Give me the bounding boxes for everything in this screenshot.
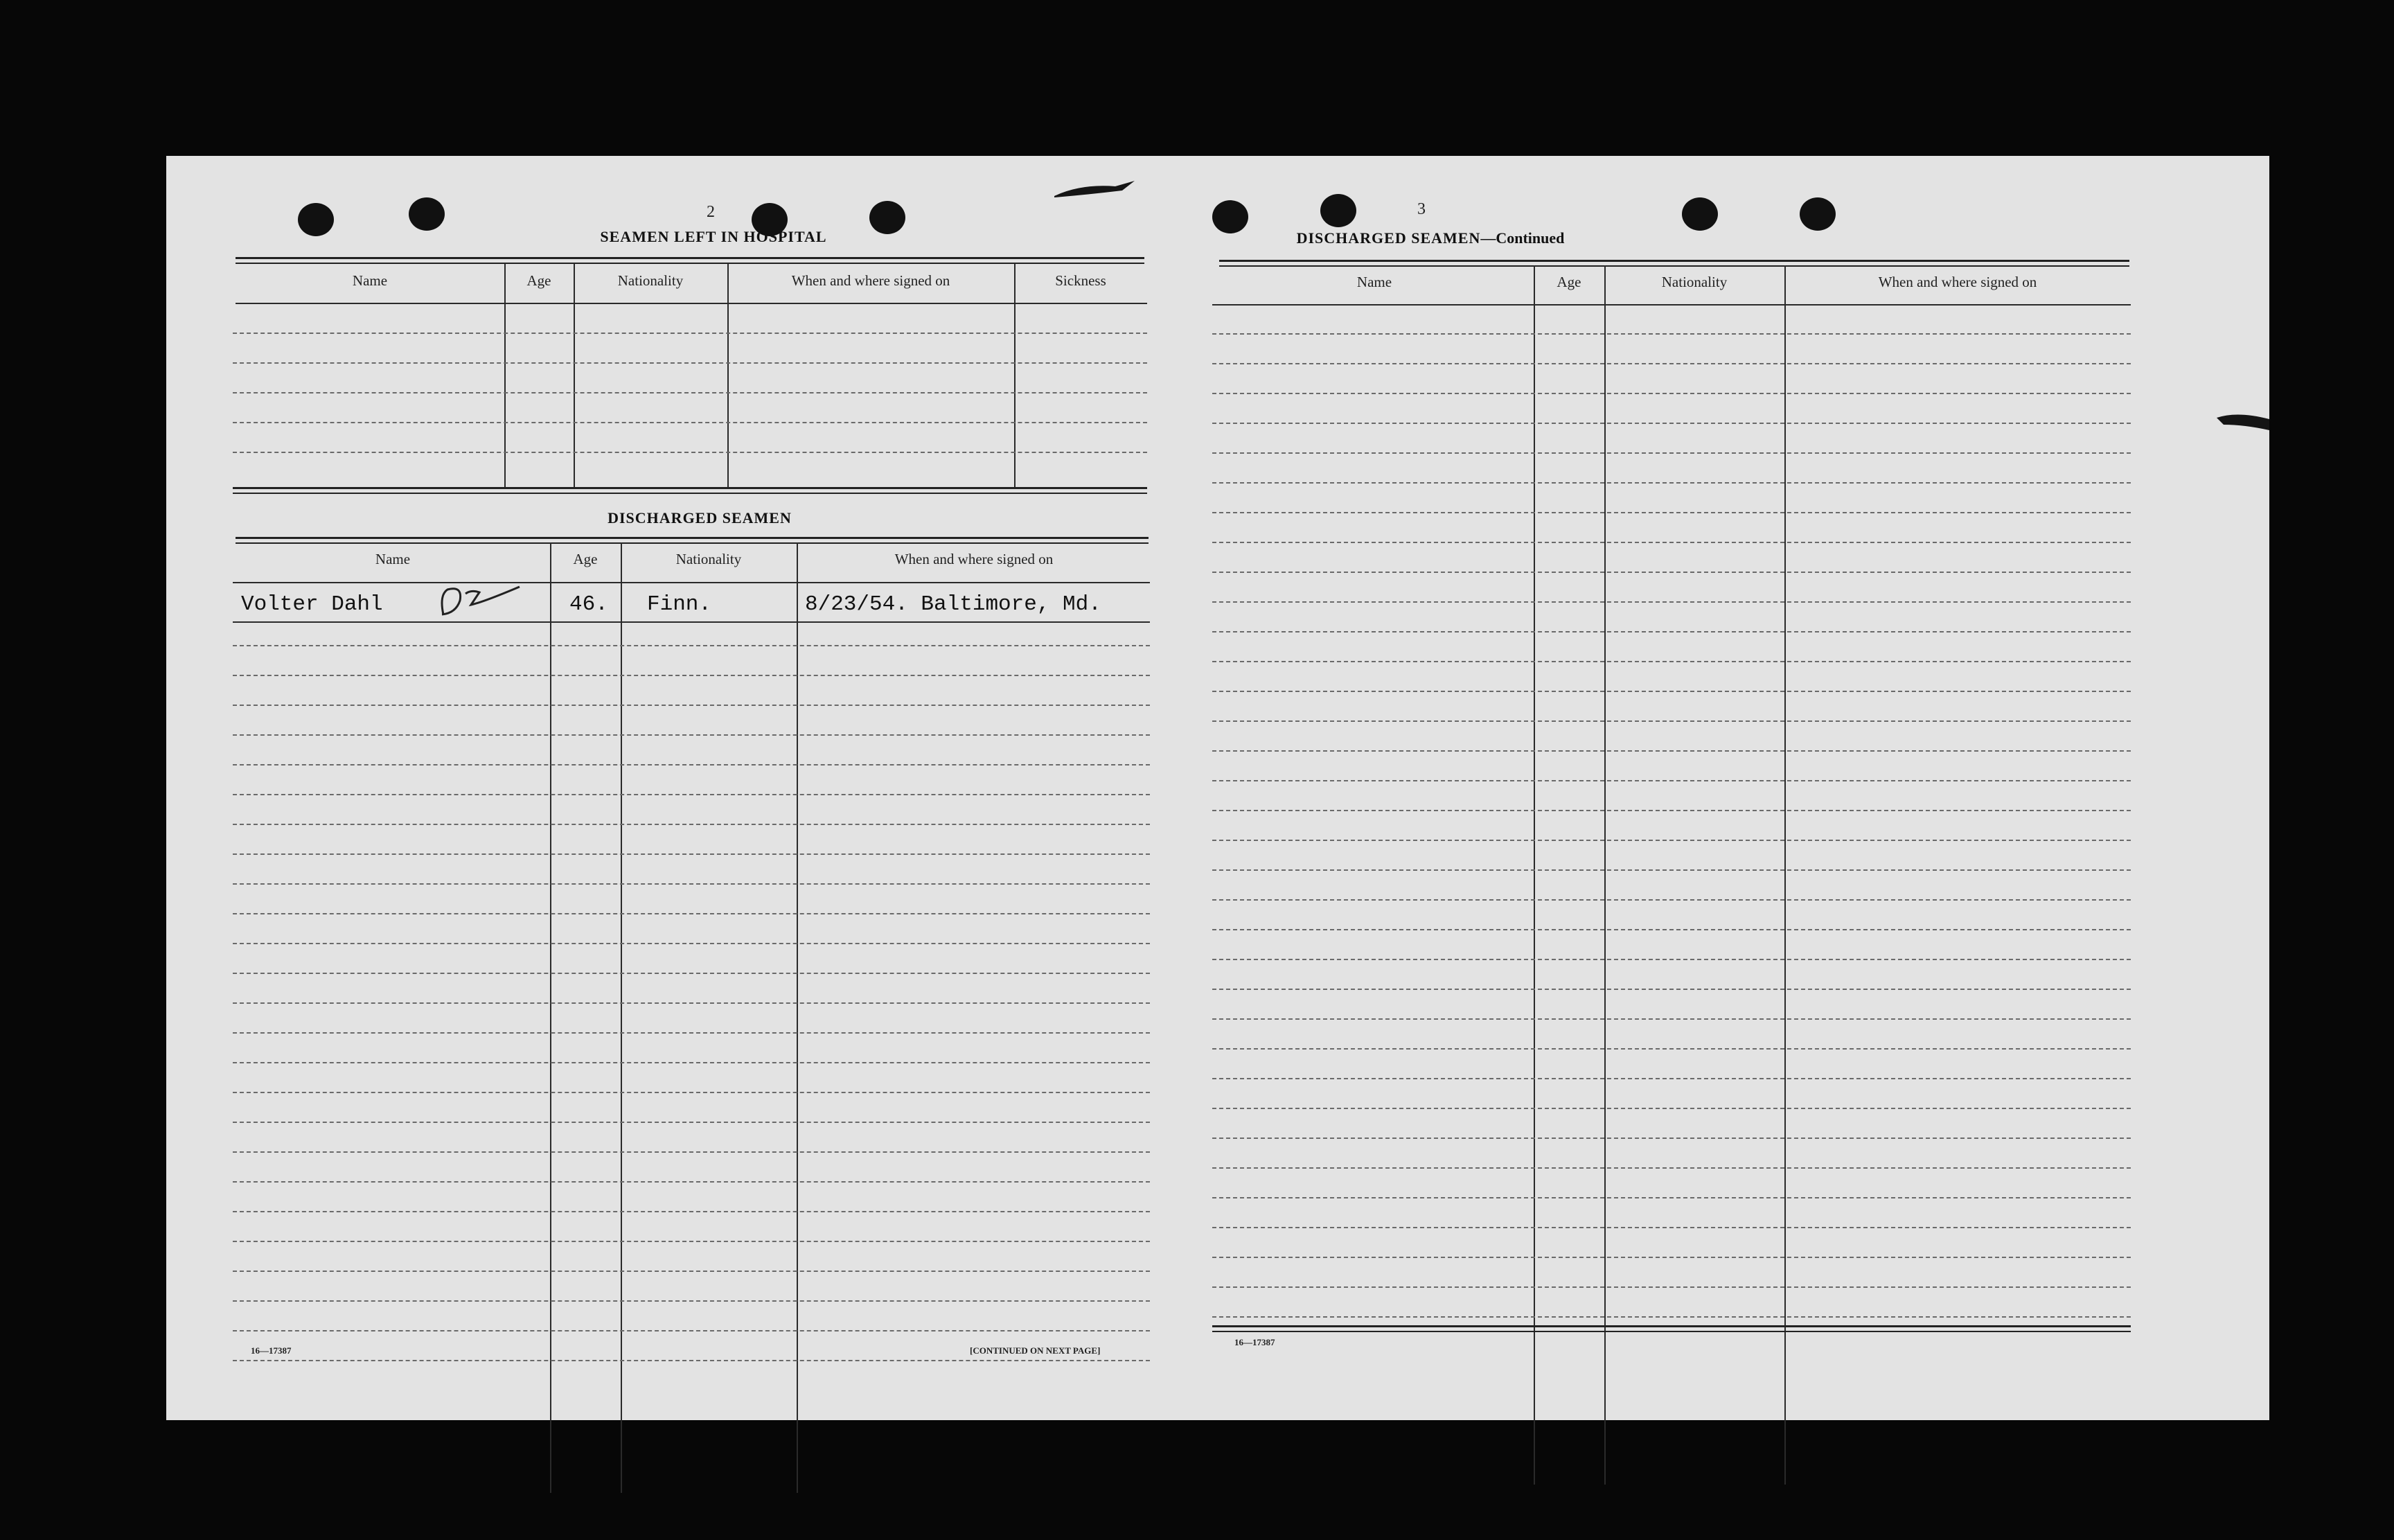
- row-line: [1212, 631, 2131, 632]
- row-line: [233, 1211, 1150, 1212]
- column-header-age: Age: [573, 551, 598, 567]
- row-line: [233, 853, 1150, 855]
- row-line: [1212, 1257, 2131, 1258]
- row-line: [1212, 691, 2131, 692]
- header-rule: [236, 303, 1147, 304]
- row-line: [1212, 929, 2131, 930]
- column-divider: [550, 542, 551, 1493]
- handwritten-initials: [429, 580, 526, 619]
- punch-hole: [409, 197, 445, 231]
- table-top-rule: [1219, 260, 2129, 267]
- row-line: [233, 1360, 1150, 1361]
- row-line: [1212, 1018, 2131, 1020]
- row-line: [1212, 333, 2131, 335]
- row-line: [1212, 1138, 2131, 1139]
- column-header-nationality: Nationality: [1661, 274, 1728, 290]
- row-line: [233, 794, 1150, 795]
- row-line: [233, 1181, 1150, 1183]
- row-line: [1212, 661, 2131, 662]
- row-line: [233, 913, 1150, 914]
- row-line: [233, 392, 1147, 393]
- column-divider: [1534, 265, 1535, 1485]
- column-divider: [504, 263, 506, 488]
- row-line: [1212, 750, 2131, 752]
- punch-hole: [1800, 197, 1836, 231]
- column-divider: [1014, 263, 1016, 488]
- row-line: [1212, 393, 2131, 394]
- column-header-age: Age: [526, 272, 551, 289]
- row-line: [233, 943, 1150, 944]
- column-header-name: Name: [352, 272, 388, 289]
- seaman-name: Volter Dahl: [241, 592, 383, 617]
- row-line: [1212, 1286, 2131, 1288]
- row-line: [1212, 899, 2131, 901]
- column-divider: [1604, 265, 1606, 1485]
- row-line: [233, 621, 1150, 623]
- row-line: [233, 333, 1147, 334]
- ink-mark: [1053, 177, 1136, 204]
- row-line: [1212, 840, 2131, 841]
- row-line: [233, 1300, 1150, 1302]
- row-line: [1212, 959, 2131, 960]
- punch-hole: [1320, 194, 1356, 227]
- right-page: [1219, 156, 2269, 1420]
- row-line: [1212, 423, 2131, 424]
- column-header-nationality: Nationality: [675, 551, 742, 567]
- row-line: [1212, 989, 2131, 990]
- row-line: [1212, 601, 2131, 603]
- row-line: [1212, 780, 2131, 781]
- row-line: [233, 1271, 1150, 1272]
- column-header-signed: When and where signed on: [1878, 274, 2037, 290]
- row-line: [1212, 869, 2131, 871]
- page-number: 3: [1417, 200, 1426, 218]
- row-line: [233, 705, 1150, 706]
- row-line: [1212, 720, 2131, 722]
- continued-note: [CONTINUED ON NEXT PAGE]: [970, 1345, 1101, 1356]
- row-line: [233, 1122, 1150, 1123]
- seaman-age: 46.: [569, 592, 608, 617]
- row-line: [233, 824, 1150, 825]
- punch-hole: [1682, 197, 1718, 231]
- row-line: [233, 1151, 1150, 1153]
- row-line: [1212, 1108, 2131, 1109]
- seaman-nationality: Finn.: [647, 592, 712, 617]
- form-number: 16—17387: [251, 1345, 292, 1356]
- row-line: [233, 362, 1147, 364]
- table-bottom-rule: [1212, 1325, 2131, 1332]
- column-divider: [1784, 265, 1786, 1485]
- page-number: 2: [707, 203, 715, 221]
- column-divider: [621, 542, 622, 1493]
- row-line: [1212, 810, 2131, 811]
- form-number: 16—17387: [1234, 1337, 1275, 1347]
- signed-on: 8/23/54. Baltimore, Md.: [805, 592, 1101, 617]
- row-line: [233, 883, 1150, 885]
- row-line: [233, 452, 1147, 453]
- discharged-section-title: DISCHARGED SEAMEN: [608, 509, 792, 526]
- column-header-signed: When and where signed on: [894, 551, 1054, 567]
- section-title-suffix: —Continued: [1480, 229, 1565, 247]
- row-line: [1212, 482, 2131, 484]
- ledger-sheet: [166, 156, 2269, 1420]
- continued-section-title: [1223, 229, 1638, 247]
- header-rule: [1212, 304, 2131, 306]
- table-top-rule: [236, 257, 1144, 264]
- row-line: [233, 645, 1150, 646]
- row-line: [233, 1092, 1150, 1093]
- header-rule: [233, 582, 1150, 583]
- row-line: [233, 1241, 1150, 1242]
- column-header-age: Age: [1557, 274, 1581, 290]
- row-line: [233, 1062, 1150, 1063]
- punch-hole: [1212, 200, 1248, 233]
- row-line: [233, 1032, 1150, 1034]
- table-bottom-rule: [233, 487, 1147, 494]
- row-line: [233, 764, 1150, 765]
- row-line: [1212, 363, 2131, 364]
- column-header-sickness: Sickness: [1055, 272, 1106, 289]
- column-header-name: Name: [1356, 274, 1392, 290]
- row-line: [1212, 1197, 2131, 1198]
- hospital-section-title: SEAMEN LEFT IN HOSPITAL: [600, 228, 827, 245]
- row-line: [233, 675, 1150, 676]
- column-header-name: Name: [375, 551, 411, 567]
- row-line: [1212, 1316, 2131, 1318]
- row-line: [1212, 542, 2131, 543]
- column-header-nationality: Nationality: [617, 272, 684, 289]
- column-divider: [797, 542, 798, 1493]
- column-divider: [574, 263, 575, 488]
- section-title-main: DISCHARGED SEAMEN: [1296, 229, 1481, 247]
- row-line: [1212, 1167, 2131, 1169]
- row-line: [1212, 1227, 2131, 1228]
- row-line: [1212, 452, 2131, 454]
- table-top-rule: [236, 537, 1149, 544]
- row-line: [1212, 1078, 2131, 1079]
- torn-edge-mark: [2217, 405, 2269, 440]
- punch-hole: [869, 201, 905, 234]
- punch-hole: [298, 203, 334, 236]
- row-line: [1212, 1048, 2131, 1050]
- row-line: [233, 1330, 1150, 1331]
- left-page: [166, 156, 1164, 1420]
- row-line: [233, 734, 1150, 736]
- row-line: [1212, 572, 2131, 573]
- column-header-signed: When and where signed on: [791, 272, 950, 289]
- row-line: [233, 973, 1150, 974]
- row-line: [233, 1002, 1150, 1004]
- column-divider: [727, 263, 729, 488]
- row-line: [233, 422, 1147, 423]
- row-line: [1212, 512, 2131, 513]
